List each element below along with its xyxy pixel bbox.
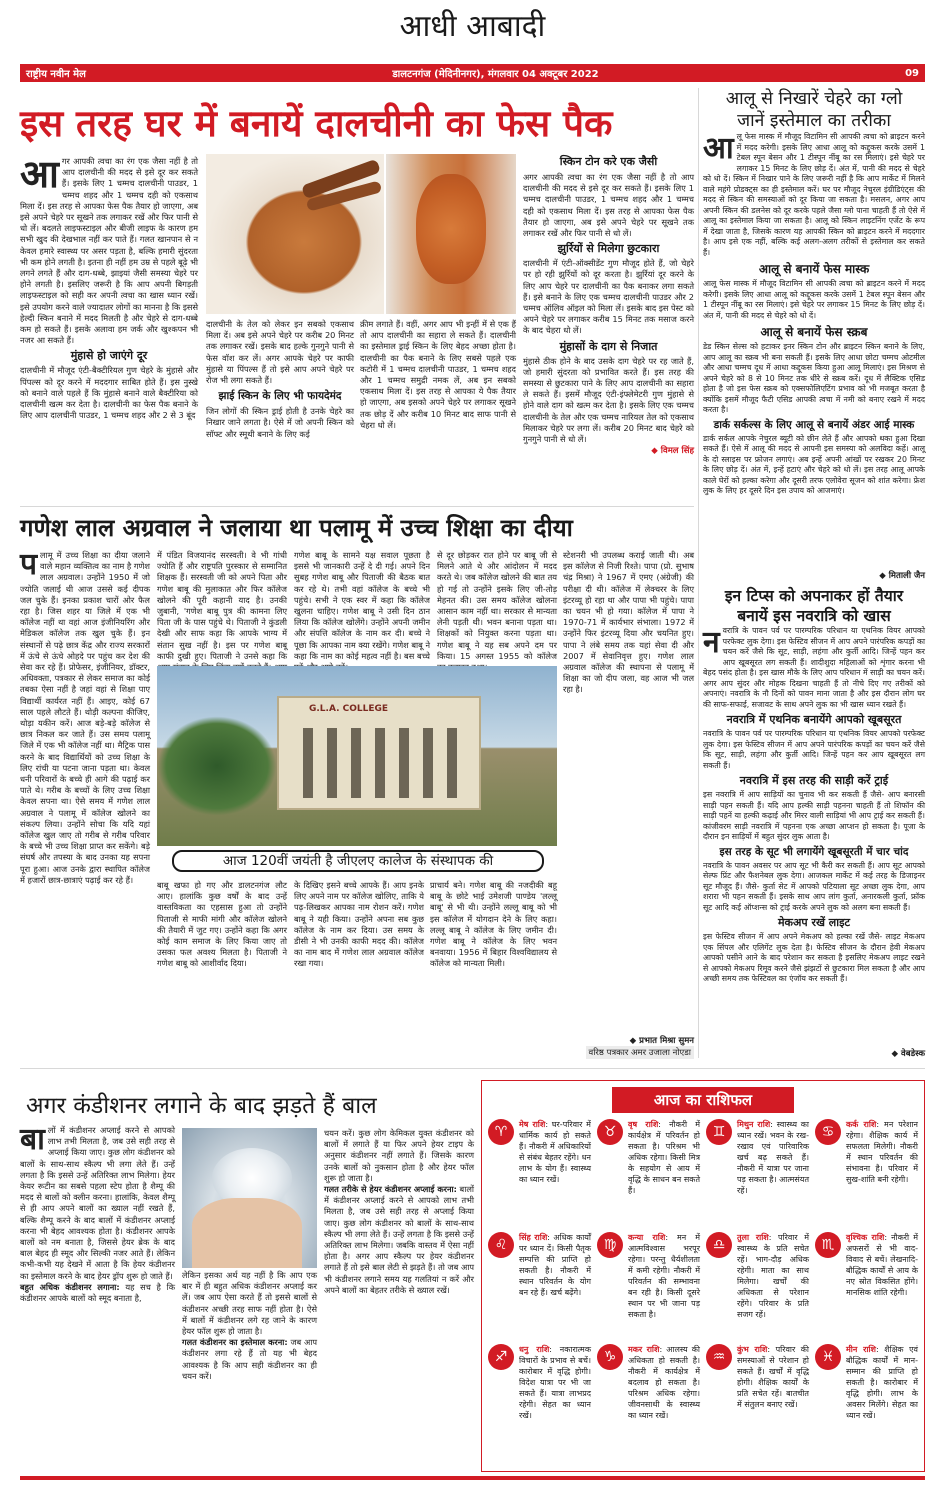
article-cinnamon <box>20 86 694 501</box>
subhead-dry-skin: झाई स्किन के लिए भी फायदेमंद <box>218 390 342 403</box>
acne-text: मुंहासे ठीक होने के बाद उसके दाग चेहरे पर रह जाते हैं, जो हमारी सुंदरता को प्रभावित करते हैं। इस तरह की समस्या से छुटकारा पाने के लिए आप दालचीनी का सहारा ले सकते हैं। इसमें मौजूद एंटी-इंफ्लेमेटरी गुण मुंहासे से होने वाले दाग को खत्म कर देता है। इसके लिए एक चम्मच दालचीनी के तेल और एक चम्मच नारियल तेल को एकसाथ मिलाकर चेहरे पर लगा लें। करीब 20 मिनट बाद चेहरे को गुनगुने पानी से धो लें। <box>523 355 694 445</box>
zodiac-prediction: घर-परिवार में धार्मिक कार्य हो सकते हैं। नौकरी में अधिकारियों से संबंध बेहतर रहेंगे। धन लाभ के योग हैं। स्वास्थ्य का ध्यान रखें। <box>519 1120 591 1184</box>
makeup-text: इस फेस्टिव सीजन में आप अपने मेकअप को हल्का रखें जैसे- लाइट मेकअप एक सिंपल और एलिगेंट लुक देता है। फेस्टिव सीजन के दौरान हेवी मेकअप आपको पसीने आने के बाद परेशान कर सकता है इसलिए मेकअप लाइट रखने से आपको मेकअप रिमूव करने जैसे झंझटों से छुटकारा मिल सकता है और आप अच्छी समय तक फेस्टिवल का एंजॉय कर सकती हैं। <box>703 932 925 983</box>
zodiac-text: सिंह राशि: अधिक कार्यों पर ध्यान दें। किसी पैतृक सम्पत्ति की प्राप्ति हो सकती है। नौकरी में स्थान परिवर्तन के योग बन रहे हैं। खर्च बढ़ेंगे। <box>519 1232 591 1297</box>
conditioner-col-1 <box>20 1122 175 1470</box>
zodiac-text: कन्या राशि: मन में आत्मविश्वास भरपूर रहेगा। परन्तु धैर्यशीलता में कमी रहेगी। नौकरी में परिवर्तन की सम्भावना बन रही है। किसी दूसरे स्थान पर भी जाना पड़ सकता है। <box>628 1232 700 1319</box>
zodiac-text: मकर राशि: आलस्य की अधिकता हो सकती है। नौकरी में कार्यक्षेत्र में बदलाव हो सकता है। परिश्रम अधिक रहेगा। जीवनसाथी के स्वास्थ्य का ध्यान रखें। <box>628 1345 700 1421</box>
subhead-suits: इस तरह के सूट भी लगायेंगे खूबसूरती में चार चांद <box>719 845 909 858</box>
dateline: डालटनगंज (मेदिनीनगर), मंगलवार 04 अक्टूबर 2022 <box>392 69 599 80</box>
byline-role: वरिष्ठ पत्रकार अमर उजाला नोएडा <box>586 1046 695 1059</box>
zodiac-prediction: परिवार की समस्याओं से परेशान हो सकते हैं। खर्चों में वृद्धि होगी। शैक्षिक कार्यों के प्रति सचेत रहें। बातचीत में संतुलन बनाए रखें। <box>737 1345 809 1410</box>
zodiac-name: वृष राशि <box>628 1120 659 1129</box>
skin-tone-text: अगर आपकी त्वचा का रंग एक जैसा नहीं है तो आप दालचीनी की मदद से इसे दूर कर सकते हैं। इसके लिए 1 चम्मच दालचीनी पाउडर, 1 चम्मच शहद और 1 चम्मच दही को एकसाथ मिला दें। इस तरह से आपका फेस पैक तैयार हो जाएगा, अब इसे अपने चेहरे पर सूखने तक लगाकर रखें और फिर पानी से धो लें। <box>523 172 694 239</box>
zodiac-cell <box>488 1232 591 1341</box>
zodiac-name: कर्क राशि <box>846 1120 877 1129</box>
ganesh-col5-text: स्टेशनरी भी उपलब्ध कराई जाती थी। अब इस कॉलेज से निजी रिश्ते। पापा (प्रो. सुभाष चंद्र मिश्रा) ने 1967 में एमए (अंग्रेजी) की परीक्षा दी थी। कॉलेज में लेक्चरर के लिए इंटरव्यू हो रहा था और पापा भी पहुंचे। पापा का चयन भी हो गया। कॉलेज में पापा ने 1970-71 में कार्यभार संभाला। 1972 में उन्होंने फिर इंटरव्यू दिया और चयनित हुए। पापा ने लंबे समय तक यहां सेवा दी और 2007 में सेवानिवृत्त हुए। गणेश लाल अग्रवाल कॉलेज की स्थापना से पलामू में शिक्षा का जो दीप जला, वह आज भी जल रहा है। <box>563 550 694 695</box>
zodiac-name: मीन राशि <box>846 1345 876 1355</box>
zodiac-text: वृष राशि: नौकरी में कार्यक्षेत्र में परिवर्तन हो सकता है। परिश्रम भी अधिक रहेगा। किसी मित्र के सहयोग से आय में वृद्धि के साधन बन सकते हैं। <box>628 1120 700 1195</box>
ganesh-lower-2 <box>294 880 424 1058</box>
cinnamon-col-4 <box>523 154 694 501</box>
zodiac-icon: ♒ <box>706 1344 732 1370</box>
zodiac-name: कुंभ राशि <box>737 1345 768 1355</box>
sidebar-potato <box>703 88 925 568</box>
dropcap-baa: बा <box>20 1122 45 1157</box>
header-bar <box>20 64 925 82</box>
subhead-ethnic: नवरात्रि में एथनिक बनायेंगे आपको खूबसूरत <box>726 713 902 726</box>
cinnamon-col-3 <box>360 319 516 501</box>
wrinkles-text: दालचीनी में एंटी-ऑक्सीडेंट गुण मौजूद होते हैं, जो चेहरे पर हो रही झुर्रियों को दूर करता है। झुर्रियां दूर करने के लिए आप चेहरे पर दालचीनी का पैक बनाकर लगा सकते हैं। इसे बनाने के लिए एक चम्मच दालचीनी पाउडर और 2 चम्मच ऑलिव ऑइल को मिला लें। इसके बाद इस पेस्ट को अपने चेहरे पर लगाकर करीब 15 मिनट तक मसाज करने के बाद चेहरा धो लें। <box>523 258 694 336</box>
divider-article2-top <box>20 506 694 507</box>
zodiac-text: मीन राशि: शैक्षिक एवं बौद्धिक कार्यों में मान-सम्मान की प्राप्ति हो सकती है। कारोबार में वृद्धि होगी। लाभ के अवसर मिलेंगे। सेहत का ध्यान रखें। <box>846 1345 918 1421</box>
subhead-wrinkles: झुर्रियों से मिलेगा छुटकारा <box>557 242 660 256</box>
ganesh-col3-text: गणेश बाबू के सामने यक्ष सवाल पूछता है इससे भी जानकारी उन्हें दे दी गई। अपने दिन सुबह गणेश बाबू और पिताजी की बैठक बात कर रहे थे। तभी वहां कॉलेज के बच्चे भी पहुंचे। सभी ने एक स्वर में कहा कि कॉलेज खुलना चाहिए। गणेश बाबू ने उसी दिन ठान लिया कि कॉलेज खोलेंगे। उन्होंने अपनी जमीन और संपत्ति कॉलेज के नाम कर दी। बच्चे ने पूछा कि आपका नाम क्या रखेंगे। गणेश बाबू ने कहा कि नाम का कोई महत्व नहीं है। बस बच्चे <box>294 550 430 661</box>
zodiac-text: मिथुन राशि: स्वास्थ्य का ध्यान रखें। भवन के रख-रखाव एवं पारिवारिक खर्च बढ़ सकते हैं। नौकरी में यात्रा पर जाना पड़ सकता है। आत्मसंयत रहें। <box>737 1120 809 1195</box>
college-sign: G.L.A. COLLEGE <box>309 704 389 714</box>
conditioner-col1-text: लों में कंडीशनर अप्लाई करने से आपको लाभ तभी मिलता है, जब उसे सही तरह से अप्लाई किया जाए। कुछ लोग कंडीशनर को बालों के साथ-साथ स्कैल्प भी लगा लेते हैं। उन्हें लगता है कि इससे उन्हें अतिरिक्त लाभ मिलेगा। हेयर केयर रूटीन का सबसे पहला स्टेप होता है शैम्पू की मदद से बालों को क्लीन करना। हालांकि, केवल शैम्पू से ही आप अपने बालों का ख्याल नहीं रखते हैं, बल्कि शैम्पू करने के बाद बालों में कंडीशनर अप्लाई करना भी बेहद आवश्यक होता है। कंडीशनर आपके बालों को नम बनाता है, जिससे हेयर ब्रेक के बाद बाल बेहद ही स्मूद और सिल्की नजर आते हैं। लेकिन कभी-कभी यह देखने में आता है कि हेयर कंडीशनर का इस्तेमाल करने के बाद हेयर ड्रॉप शुरू हो जाते हैं। <box>20 1125 175 1281</box>
zodiac-text: तुला राशि: परिवार में स्वास्थ्य के प्रति सचेत रहें। भाग-दौड़ अधिक रहेगी। माता का साथ मिलेगा। खर्चों की अधिकता से परेशान रहेंगे। परिवार के प्रति सजग रहें। <box>737 1232 809 1319</box>
byline-cinnamon: ◆ विमल सिंह <box>651 446 694 457</box>
saree-text: इस नवरात्रि में आप साड़ियों का चुनाव भी कर सकती हैं जैसे- आप बनारसी साड़ी पहन सकती हैं। यदि आप हल्की साड़ी पहनना चाहती हैं तो शिफॉन की साड़ी पहनें या हल्की कढ़ाई और मिरर वाली साड़ियां भी आप ट्राई कर सकती हैं। कांजीवरम साड़ी नवरात्रि में पहनना एक अच्छा आप्शन हो सकता है। पूजा के दौरान इन साड़ियों में बहुत सुंदर लुक आता है। <box>703 790 925 841</box>
cinnamon-bowl-image <box>206 154 384 314</box>
navratri-intro-text: वरात्रि के पावन पर्व पर पारम्परिक परिधान या एथनिक वियर आपको परफेक्ट लुक देगा। इस फेस्टिव सीजन में आप अपने पारंपरिक कपड़ों का चयन करें जैसे कि सूट, साड़ी, लहंगा और कुर्ती आदि। जिन्हें पहन कर आप खूबसूरत लग सकती हैं। शादीशुदा महिलाओं को शृंगार करना भी बेहद पसंद होता है। इस खास मौके के लिए आप परिधान में साड़ी का चयन करें। अगर आप सुंदर और मोहक दिखना चाहती हैं तो नीचे दिए गए तरीकों को अपनाएं। नवरात्रि के नौ दिनों को पावन माना जाता है और इस दौरान लोग घर की साफ-सफाई, सजावट के साथ अपने लुक का भी खास ध्यान रखते हैं। <box>703 626 925 709</box>
col3-text: क्रीम लगाते हैं। वहीं, अगर आप भी इन्हीं में से एक हैं तो आप दालचीनी का सहारा ले सकते हैं। दालचीनी का इस्तेमाल ड्राई स्किन के लिए बेहद अच्छा होता है। दालचीनी का पैक बनाने के लिए सबसे पहले एक कटोरी में 1 चम्मच दालचीनी पाउडर, 1 चम्मच शहद और 1 चम्मच समुद्री नमक लें, अब इन सबको एकसाथ मिला दें। इस तरह से आपका ये पैक तैयार हो जाएगा, अब इसको अपने चेहरे पर लगाकर सूखने तक छोड़ दें और करीब 10 मिनट बाद साफ पानी से चेहरा धो लें। <box>360 319 516 430</box>
zodiac-cell <box>706 1232 809 1341</box>
zodiac-name: कन्या राशि <box>628 1232 666 1242</box>
zodiac-name: धनु राशि <box>519 1345 550 1355</box>
ganesh-col-3 <box>294 550 430 662</box>
hair-wash-photo <box>182 1128 317 1268</box>
zodiac-icon: ♌ <box>488 1232 514 1258</box>
ganesh-col-1 <box>20 547 150 1060</box>
zodiac-icon: ♏ <box>815 1232 841 1258</box>
dropcap-a: आ <box>20 152 59 196</box>
zodiac-prediction: नकारात्मक विचारों के प्रभाव से बचें। कारोबार में वृद्धि होगी। विदेश यात्रा पर भी जा सकते हैं। यात्रा लाभप्रद रहेगी। सेहत का ध्यान रखें। <box>519 1345 591 1421</box>
zodiac-prediction: नौकरी में अफसरों से भी वाद-विवाद से बचें। लेखनादि-बौद्धिक कार्यों से आय के नए स्रोत विकसित होंगे। मानसिक शांति रहेगी। <box>846 1232 918 1297</box>
zodiac-text: वृश्चिक राशि: नौकरी में अफसरों से भी वाद-विवाद से बचें। लेखनादि-बौद्धिक कार्यों से आय के नए स्रोत विकसित होंगे। मानसिक शांति रहेगी। <box>846 1232 918 1297</box>
headline-navratri-line-1: इन टिप्स को अपनाकर हों तैयार <box>724 586 904 605</box>
zodiac-prediction: आलस्य की अधिकता हो सकती है। नौकरी में कार्यक्षेत्र में बदलाव हो सकता है। परिश्रम अधिक रहेगा। जीवनसाथी के स्वास्थ्य का ध्यान रखें। <box>628 1345 700 1421</box>
divider-article3-top <box>20 1068 925 1069</box>
ganesh-col-5 <box>563 550 694 1045</box>
face-mask-image <box>386 154 516 314</box>
ganesh-col1-text: लामू में उच्च शिक्षा का दीया जलाने वाले महान व्यक्तित्व का नाम है गणेश लाल अग्रवाल। उन्होंने 1950 में जो ज्योति जलाई थी आज उससे कई दीपक जल चुके हैं। इनका प्रकाश चारों ओर फैल रहा है। जिस शहर या जिले में एक भी कॉलेज नहीं था वहां आज इंजीनियरिंग और मेडिकल कॉलेज तक खुल चुके हैं। इन संस्थानों से पढ़े छात्र केंद्र और राज्य सरकारों में ऊंचे से ऊंचे ओहदे पर पहुंच कर देश की सेवा कर रहे हैं। प्रोफेसर, इंजीनियर, डॉक्टर, अधिवक्ता, पत्रकार से लेकर समाज का कोई तबका ऐसा नहीं है जहां वहां से शिक्षा पाए विद्यार्थी कार्यरत नहीं हैं। आइए, कोई 67 साल पहले लौटते हैं। थोड़ी कल्पना कीजिए, थोड़ा यकीन करें। आज बड़े-बड़े कॉलेज से छात्र निकल कर जाते हैं। उस समय पलामू जिले में एक भी कॉलेज नहीं था। मैट्रिक पास करने के बाद विद्यार्थियों को उच्च शिक्षा के लिए रांची या पटना जाना पड़ता था। केवल धनी परिवारों के बच्चे ही आगे की पढ़ाई कर पाते थे। गरीब के बच्चों के लिए उच्च शिक्षा केवल सपना था। ऐसे समय में गणेश लाल अग्रवाल ने पलामू में कॉलेज खोलने का संकल्प लिया। उन्होंने सोचा कि यदि यहां कॉलेज खुल जाए तो गरीब से गरीब परिवार के बच्चे भी उच्च शिक्षा प्राप्त कर सकेंगे। बड़े संघर्ष और तपस्या के बाद उनका यह सपना पूरा हुआ। आज उनके द्वारा स्थापित कॉलेज में हजारों छात्र-छात्राएं पढ़ाई कर रहे हैं। <box>20 550 150 885</box>
zodiac-cell <box>815 1119 918 1228</box>
zodiac-icon: ♓ <box>815 1344 841 1370</box>
ganesh-byline <box>430 1035 694 1059</box>
zodiac-text: कुंभ राशि: परिवार की समस्याओं से परेशान हो सकते हैं। खर्चों में वृद्धि होगी। शैक्षिक कार्यों के प्रति सचेत रहें। बातचीत में संतुलन बनाए रखें। <box>737 1345 809 1410</box>
ganesh-lower1-text: बाबू खफा हो गए और डालटनगंज लौट आए। हालांकि कुछ वर्षों के बाद उन्हें वास्तविकता का एहसास हुआ तो उन्होंने पिताजी से माफी मांगी और कॉलेज खोलने की तैयारी में जुट गए। उन्होंने कहा कि अगर कोई काम समाज के लिए किया जाए तो उसका फल अवश्य मिलता है। पिताजी ने गणेश बाबू को आशीर्वाद दिया। <box>157 880 287 969</box>
conditioner-col-3 <box>324 1128 474 1470</box>
headline-navratri <box>703 586 925 626</box>
ganesh-lower2-text: के दिखिए इसने बच्चे आपके हैं। आप इनके लिए अपने नाम पर कॉलेज खोलिए, ताकि ये पढ़-लिखकर आपका नाम रोशन करें। गणेश बाबू ने यही किया। उन्होंने अपना सब कुछ कॉलेज के नाम कर दिया। उस समय के डीसी ने भी उनकी काफी मदद की। कॉलेज का नाम बाद में गणेश लाल अग्रवाल कॉलेज रखा गया। <box>294 880 424 969</box>
zodiac-name: सिंह राशि <box>519 1232 548 1242</box>
subhead-acne: मुंहासों के दाग से निजात <box>559 339 658 353</box>
zodiac-cell <box>597 1119 700 1228</box>
cinnamon-col-2 <box>206 319 354 501</box>
ganesh-col4-text: से दूर छोड़कर रात होने पर बाबू जी से मिलने आते थे और आंदोलन में मदद करते थे। जब कॉलेज खोलने की बात तय हो गई तो उन्होंने इसके लिए जी-तोड़ मेहनत की। उस समय कॉलेज खोलना आसान काम नहीं था। सरकार से मान्यता लेनी पड़ती थी। भवन बनाना पड़ता था। शिक्षकों को नियुक्त करना पड़ता था। गणेश बाबू ने यह सब अपने दम पर किया। 15 अगस्त 1955 को कॉलेज <box>437 550 557 661</box>
potato-intro-text: लू फेस मास्क में मौजूद विटामिन सी आपकी त्वचा को ब्राइटन करने में मदद करेगी। इसके लिए आधा आलू को कद्दूकस करके उसमें 1 टेबल स्पून बेसन और 1 टीस्पून नींबू का रस मिलाएं। इसे चेहरे पर लगाकर 15 मिनट के लिए छोड़ दें। अंत में, पानी की मदद से चेहरे को धो दें। स्किन में निखार पाने के लिए जरूरी नहीं है कि आप मार्केट में मिलने वाले महंगे प्रोडक्ट्स का ही इस्तेमाल करें। घर पर मौजूद नेचुरल इंग्रीडिएंट्स की मदद से स्किन की समस्याओं को दूर किया जा सकता है। मसलन, अगर आप अपनी स्किन की डलनेस को दूर करके पहले जैसा ग्लो पाना चाहती हैं तो ऐसे में आलू का इस्तेमाल किया जा सकता है। आलू को स्किन लाइटनिंग एजेंट के रूप में देखा जाता है, जिसके कारण यह आपकी स्किन को ब्राइटन करने में मददगार है। आप इसे एक नहीं, बल्कि कई अलग-अलग तरीकों से इस्तेमाल कर सकते हैं। <box>703 132 925 257</box>
zodiac-grid <box>482 1113 924 1459</box>
zodiac-prediction: मन में आत्मविश्वास भरपूर रहेगा। परन्तु धैर्यशीलता में कमी रहेगी। नौकरी में परिवर्तन की सम्भावना बन रही है। किसी दूसरे स्थान पर भी जाना पड़ सकता है। <box>628 1232 700 1319</box>
headline-potato <box>703 88 925 132</box>
photo-caption: आज 120वीं जयंती है जीएलए कालेज के संस्थापक की <box>172 850 544 872</box>
potato-scrub-text: डेड स्किन सेल्स को हटाकर इनर स्किन टोन और ब्राइटन स्किन बनाने के लिए, आप आलू का स्क्रब भी बना सकती हैं। इसके लिए आधा छोटा चम्मच ओटमील और आधा चम्मच दूध में आधा कद्दूकस किया हुआ आलू मिलाएं। इस मिश्रण से अपने चेहरे को 8 से 10 मिनट तक धीरे से स्क्रब करें। दूध में लैक्टिक एसिड होता है जो इस फेस स्क्रब को एक्सफोलिएटिंग प्रभाव को भी मजबूत करता है क्योंकि इसमें मौजूद फैटी एसिड आपकी त्वचा में नमी को बनाए रखने में मदद करता है। <box>703 342 925 414</box>
pimples-text: दालचीनी में मौजूद एंटी-बैक्टीरियल गुण चेहरे के मुंहासे और पिंपल्स को दूर करने में मददगार साबित होते हैं। इस नुस्खे को बनाने वाले पहले हैं कि मुंहासे बनाने वाले बैक्टीरिया को दालचीनी खत्म कर देता है। दालचीनी का फेस पैक बनाने के लिए आप दालचीनी पाउडर, 1 चम्मच शहद और 2 से 3 बूंद <box>20 365 198 421</box>
subhead-dark-circles: डार्क सर्कल्स के लिए आलू से बनायें अंडर आई मास्क <box>713 418 915 431</box>
zodiac-name: मकर राशि <box>628 1345 660 1355</box>
college-building-photo <box>157 666 557 846</box>
zodiac-cell <box>815 1232 918 1341</box>
conditioner-col-2 <box>182 1270 317 1470</box>
dark-circles-text: डार्क सर्कल आपके नेचुरल ब्यूटी को छीन लेते हैं और आपको थका हुआ दिखा सकते हैं। ऐसे में आलू की मदद से आपनी इस समस्या को अलविदा कहें। आलू के दो स्लाइस पर फ्रोजन लगाएं। अब इन्हें अपनी आंखों पर रखकर 20 मिनट के लिए छोड़ दें। अंत में, इन्हें हटाएं और चेहरे को धो लें। इस तरह आलू आपके काले घेरों को हल्का करेगा और दूसरी तरफ एलोवेरा सूजन को शांत करेगा। फ्रेश लुक के लिए हर दूसरे दिन इस उपाय को आजमाएं। <box>703 433 925 495</box>
zodiac-cell <box>706 1119 809 1228</box>
zodiac-icon: ♉ <box>597 1119 623 1145</box>
college-building <box>277 696 481 810</box>
conditioner-col3b: गलत तरीके से हेयर कंडीशनर अप्लाई करना: बालों में कंडीशनर अप्लाई करने से आपको लाभ तभी मिलता है, जब उसे सही तरह से अप्लाई किया जाए। कुछ लोग कंडीशनर को बालों के साथ-साथ स्कैल्प भी लगा लेते हैं। उन्हें लगता है कि इससे उन्हें अतिरिक्त लाभ मिलेगा। जबकि वास्तव में ऐसा नहीं होता है। अगर आप स्कैल्प पर हेयर कंडीशनर लगाते हैं तो इसे बाल लेटी से झड़ते हैं। तो जब आप भी कंडीशनर लगाने समय यह गलतियां न करें और अपने बालों का बेहतर तरीके से ख्याल रखें। <box>324 1184 474 1295</box>
zodiac-text: धनु राशि: नकारात्मक विचारों के प्रभाव से बचें। कारोबार में वृद्धि होगी। विदेश यात्रा पर भी जा सकते हैं। यात्रा लाभप्रद रहेगी। सेहत का ध्यान रखें। <box>519 1345 591 1421</box>
subhead-wrong-method: गलत तरीके से हेयर कंडीशनर अप्लाई करना: <box>324 1184 457 1195</box>
potato-mask-text: आलू फेस मास्क में मौजूद विटामिन सी आपकी त्वचा को ब्राइटन करने में मदद करेगी। इसके लिए आधा आलू को कद्दूकस करके उसमें 1 टेबल स्पून बेसन और 1 टीस्पून नींबू का रस मिलाएं। इसे चेहरे पर लगाकर 15 मिनट के लिए छोड़ दें। अंत में, पानी की मदद से चेहरे को धो दें। <box>703 279 925 320</box>
zodiac-cell <box>488 1344 591 1453</box>
zodiac-prediction: स्वास्थ्य का ध्यान रखें। भवन के रख-रखाव एवं पारिवारिक खर्च बढ़ सकते हैं। नौकरी में यात्रा पर जाना पड़ सकता है। आत्मसंयत रहें। <box>737 1120 809 1195</box>
headline-conditioner: अगर कंडीशनर लगाने के बाद झड़ते हैं बाल <box>26 1093 377 1119</box>
zodiac-icon: ♊ <box>706 1119 732 1145</box>
cinnamon-col-1 <box>20 152 198 501</box>
section-title: आधी आबादी <box>399 9 546 44</box>
dropcap-na: न <box>703 625 720 660</box>
zodiac-icon: ♈ <box>488 1119 514 1145</box>
column-divider <box>698 88 699 1058</box>
zodiac-icon: ♑ <box>597 1344 623 1370</box>
zodiac-name: तुला राशि <box>737 1232 769 1242</box>
zodiac-prediction: अधिक कार्यों पर ध्यान दें। किसी पैतृक सम्पत्ति की प्राप्ति हो सकती है। नौकरी में स्थान परिवर्तन के योग बन रहे हैं। खर्च बढ़ेंगे। <box>519 1232 591 1297</box>
zodiac-cell <box>597 1232 700 1341</box>
conditioner-col1b: बहुत अधिक कंडीशनर लगाना: यह सच है कि कंडीशनर आपके बालों को स्मूद बनाता है, <box>20 1281 175 1304</box>
zodiac-name: मेष राशि <box>519 1120 546 1129</box>
sidebar-navratri <box>703 586 925 1048</box>
subhead-potato-scrub: आलू से बनायें फेस स्क्रब <box>760 325 868 339</box>
zodiac-text: कर्क राशि: मन परेशान रहेगा। शैक्षिक कार्य में सफलता मिलेगी। नौकरी में स्थान परिवर्तन की संभावना है। परिवार में सुख-शांति बनी रहेगी। <box>846 1120 918 1184</box>
suits-text: नवरात्रि के पावन अवसर पर आप सूट भी कैरी कर सकती हैं। आप सूट आपको सेल्फ प्रिंट और फैशनेबल लुक देगा। आजकल मार्केट में कई तरह के डिजाइनर सूट मौजूद हैं। जैसे- कुर्ता सेट में आपको पटियाला सूट अच्छा लुक देगा, आप शरारा भी पहन सकती हैं। इसके साथ आप लांग कुर्ता, अनारकली कुर्ता, फ्रॉक सूट आदि कई ऑप्शन्स को ट्राई करके अपने लुक को अलग बना सकती हैं। <box>703 860 925 912</box>
headline-potato-line-2: जानें इस्तेमाल का तरीका <box>737 111 891 131</box>
conditioner-col2b: गलत कंडीशनर का इस्तेमाल करना: जब आप कंडीशनर लगा रहे हैं तो यह भी बेहद आवश्यक है कि आप सही कंडीशनर का ही चयन करें। <box>182 1337 318 1381</box>
zodiac-name: मिथुन राशि <box>737 1120 771 1129</box>
zodiac-cell <box>706 1344 809 1453</box>
dropcap-aa: आ <box>703 131 734 166</box>
subhead-pimples: मुंहासे हो जाएंगे दूर <box>70 349 148 363</box>
headline-cinnamon: इस तरह घर में बनायें दालचीनी का फेस पैक <box>20 101 613 145</box>
col2b-text: जिन लोगों की स्किन ड्राई होती है उनके चेहरे का निखार जाने लगता है। ऐसे में जो अपनी स्किन को सॉफ्ट और स्मूथी बनाने के लिए कई <box>206 406 354 439</box>
headline-ganesh-lal: गणेश लाल अग्रवाल ने जलाया था पलामू में उच्च शिक्षा का दीया <box>20 513 573 542</box>
zodiac-prediction: परिवार में स्वास्थ्य के प्रति सचेत रहें। भाग-दौड़ अधिक रहेगी। माता का साथ मिलेगा। खर्चों की अधिकता से परेशान रहेंगे। परिवार के प्रति सजग रहें। <box>737 1232 809 1319</box>
subhead-saree: नवरात्रि में इस तरह की साड़ी करें ट्राई <box>739 774 889 787</box>
byline-navratri: ◆ वेबडेस्क <box>891 1049 925 1059</box>
subhead-potato-mask: आलू से बनायें फेस मास्क <box>758 262 870 276</box>
zodiac-cell <box>488 1119 591 1228</box>
conditioner-col3-text: चयन करें। कुछ लोग केमिकल युक्त कंडीशनर को बालों में लगाते हैं या फिर अपने हेयर टाइप के अनुसार कंडीशनर नहीं लगाते हैं। जिसके कारण उनके बालों को नुकसान होता है और हेयर फॉल शुरू हो जाता है। <box>324 1128 474 1183</box>
conditioner-col2-text: लेकिन इसका अर्थ यह नहीं है कि आप एक बार में ही बहुत अधिक कंडीशनर अप्लाई कर लें। जब आप ऐसा करते हैं तो इससे बालों से कंडीशनर अच्छी तरह साफ नहीं होता है। ऐसे में बालों में कंडीशनर लगे रह जाने के कारण हेयर फॉल शुरू हो जाता है। <box>182 1270 317 1337</box>
ganesh-lower3-text: प्राचार्य बने। गणेश बाबू की नजदीकी बहू बाबू के छोटे भाई उमेशजी पाण्डेय 'लल्लू बाबू' से भी थी। उन्होंने लल्लू बाबू को भी इस कॉलेज में योगदान देने के लिए कहा। लल्लू बाबू ने कॉलेज के लिए जमीन दी। गणेश बाबू ने कॉलेज के लिए भवन बनवाया। 1956 में बिहार विश्वविद्यालय से कॉलेज को मान्यता मिली। <box>430 880 557 969</box>
byline-author: ◆ प्रभात मिश्रा सुमन <box>629 1036 694 1046</box>
zodiac-cell <box>597 1344 700 1453</box>
zodiac-text: मेष राशि: घर-परिवार में धार्मिक कार्य हो सकते हैं। नौकरी में अधिकारियों से संबंध बेहतर रहेंगे। धन लाभ के योग हैं। स्वास्थ्य का ध्यान रखें। <box>519 1120 591 1184</box>
zodiac-cell <box>815 1344 918 1453</box>
horoscope-box <box>481 1080 925 1472</box>
subhead-wrong-conditioner: गलत कंडीशनर का इस्तेमाल करना: <box>182 1337 288 1348</box>
page-bottom-bar <box>20 1476 925 1480</box>
zodiac-name: वृश्चिक राशि <box>846 1232 885 1242</box>
trees <box>157 716 277 816</box>
ganesh-lower-1 <box>157 880 287 1058</box>
byline-potato: ◆ मिताली जैन <box>879 571 925 581</box>
subhead-too-much: बहुत अधिक कंडीशनर लगाना: <box>20 1281 120 1292</box>
subhead-skin-tone: स्किन टोन करे एक जैसी <box>559 155 658 168</box>
zodiac-prediction: शैक्षिक एवं बौद्धिक कार्यों में मान-सम्मान की प्राप्ति हो सकती है। कारोबार में वृद्धि होगी। लाभ के अवसर मिलेंगे। सेहत का ध्यान रखें। <box>846 1345 918 1421</box>
zodiac-icon: ♐ <box>488 1344 514 1370</box>
page-number: 09 <box>905 67 919 79</box>
ethnic-text: नवरात्रि के पावन पर्व पर पारम्परिक परिधान या एथनिक वियर आपको परफेक्ट लुक देगा। इस फेस्टिव सीजन में आप अपने पारंपरिक कपड़ों का चयन करें जैसे कि सूट, साड़ी, लहंगा और कुर्ती आदि। जिन्हें पहन कर आप खूबसूरत लग सकती हैं। <box>703 729 925 770</box>
zodiac-icon: ♍ <box>597 1232 623 1258</box>
headline-navratri-line-2: बनायें इस नवरात्रि को खास <box>737 606 891 625</box>
dropcap-pa: प <box>20 547 38 582</box>
zodiac-icon: ♋ <box>815 1119 841 1145</box>
col2-text: दालचीनी के तेल को लेकर इन सबको एकसाथ मिला दें। अब इसे अपने चेहरे पर करीब 20 मिनट तक लगाकर रखें। इसके बाद हल्के गुनगुने पानी से फेस वॉश कर लें। अगर आपके चेहरे पर काफी मुंहासे या पिंपल्स हैं तो इसे आप अपने चेहरे पर रोज भी लगा सकते हैं। <box>206 319 354 386</box>
ganesh-col2-text: में पंडित विजयानंद सरस्वती। वे भी गांधी ज्योति हैं और राष्ट्रपति पुरस्कार से सम्मानित शिक्षक हैं। सरस्वती जी को अपने पिता और गणेश बाबू की मुलाकात और फिर कॉलेज खोलने की पूरी कहानी याद है। उनकी जुबानी, 'गणेश बाबू पुत्र की कामना लिए पिता जी के पास पहुंचे थे। पिताजी ने कुंडली देखी और साफ कहा कि आपके भाग्य में संतान सुख नहीं है। इस पर गणेश बाबू काफी दुखी हुए। पिताजी ने उनसे कहा कि <box>157 550 287 661</box>
subhead-makeup: मेकअप रखें लाइट <box>777 916 851 929</box>
zodiac-prediction: नौकरी में कार्यक्षेत्र में परिवर्तन हो सकता है। परिश्रम भी अधिक रहेगा। किसी मित्र के सहयोग से आय में वृद्धि के साधन बन सकते हैं। <box>628 1120 700 1195</box>
ganesh-lower-3 <box>430 880 557 1058</box>
zodiac-prediction: मन परेशान रहेगा। शैक्षिक कार्य में सफलता मिलेगी। नौकरी में स्थान परिवर्तन की संभावना है। परिवार में सुख-शांति बनी रहेगी। <box>846 1120 918 1184</box>
headline-potato-line-1: आलू से निखारें चेहरे का ग्लो <box>725 89 903 109</box>
brand-name: राष्ट्रीय नवीन मेल <box>26 69 86 80</box>
zodiac-icon: ♎ <box>706 1232 732 1258</box>
horoscope-title: आज का राशिफल <box>612 1087 794 1113</box>
ganesh-col-2 <box>157 550 287 662</box>
ganesh-col-4 <box>437 550 557 662</box>
cinnamon-intro-text: गर आपकी त्वचा का रंग एक जैसा नहीं है तो आप दालचीनी की मदद से इसे दूर कर सकते हैं। इसके लिए 1 चम्मच दालचीनी पाउडर, 1 चम्मच शहद और 1 चम्मच दही को एकसाथ मिला दें। इस तरह से आपका फेस पैक तैयार हो जाएगा, अब इसे अपने चेहरे पर सूखने तक लगाकर रखें और फिर पानी से धो लें। बदलते लाइफस्टाइल और बीजी लाइफ के कारण हम सभी खुद की देखभाल नहीं कर पाते हैं। गलत खानपान से न केवल हमारे स्वास्थ्य पर असर पड़ता है, बल्कि हमारी सुंदरता भी कम होने लगती है। इतना ही नहीं हम उम्र से पहले बूढ़े भी लगने लगते हैं और दाग-धब्बे, झाइयां जैसी समस्या चेहरे पर होने लगती है। इसलिए जरूरी है कि आप अपनी बिगड़ती लाइफस्टाइल को सही कर अपनी त्वचा का खास ध्यान रखें। इसे उपयोग करने वाले ज्यादातर लोगों का मानना है कि इससे हेल्दी स्किन बनाने में मदद मिलती है और चेहरे से दाग-धब्बे कम हो सकते हैं। इसके अलावा हम जर्क और खुश्कपन भी नजर आ सकते हैं। <box>20 156 198 346</box>
